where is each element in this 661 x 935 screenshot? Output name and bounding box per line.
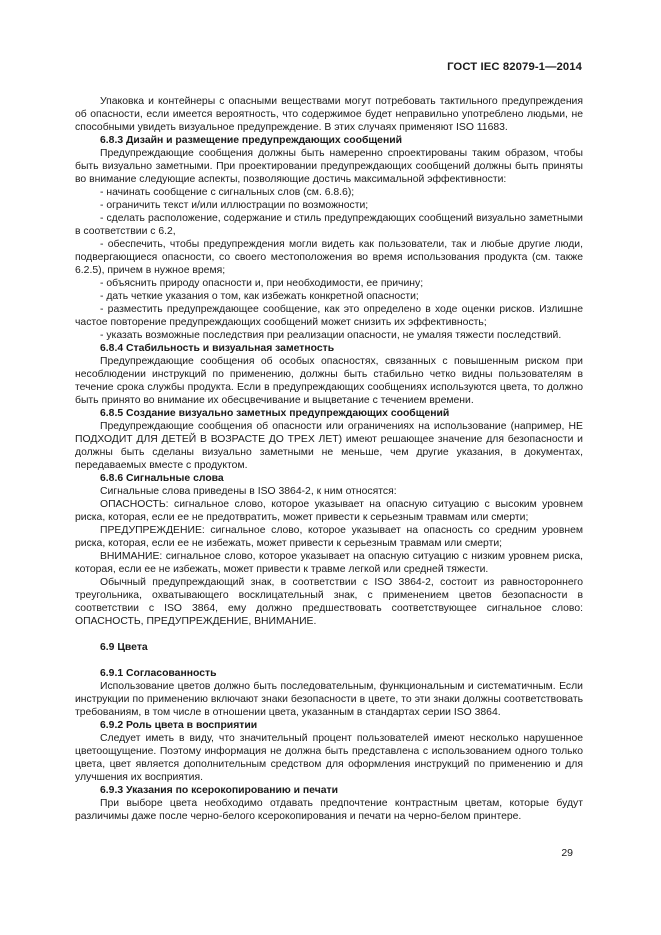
list-item: - объяснить природу опасности и, при необходимости, ее причину; — [100, 278, 424, 289]
paragraph-6-8-3: Предупреждающие сообщения должны быть намеренно спроектированы таким образом, чтобы быть визуально заметными. При проектировании предупреждающих сообщений должны быть приняты во внимание следующие аспекты, позволяющие достичь максимальной эффективности: — [75, 148, 583, 185]
heading-6-9: 6.9 Цвета — [100, 642, 148, 653]
paragraph-caution: ВНИМАНИЕ: сигнальное слово, которое указывает на опасную ситуацию с низким уровнем риска, которая, если ее не избежать, может привести к травме легкой или средней тяжести. — [75, 551, 583, 575]
paragraph-6-9-3: При выборе цвета необходимо отдавать предпочтение контрастным цветам, которые будут различимы даже после черно-белого ксерокопирования и печати на черно-белом принтере. — [75, 798, 583, 822]
paragraph-6-8-6-intro: Сигнальные слова приведены в ISO 3864-2, к ним относятся: — [100, 486, 397, 497]
heading-6-9-3: 6.9.3 Указания по ксерокопированию и печати — [100, 785, 338, 796]
heading-6-8-4: 6.8.4 Стабильность и визуальная заметность — [100, 343, 335, 354]
heading-6-8-5: 6.8.5 Создание визуально заметных предупреждающих сообщений — [100, 408, 450, 419]
list-item: - обеспечить, чтобы предупреждения могли видеть как пользователи, так и любые другие люди, подвергающиеся опасности, со своего местоположения во время использования продукта (см. также 6.2.5), причем в нужное время; — [75, 239, 583, 276]
page-number: 29 — [561, 847, 573, 859]
paragraph-warning-sign: Обычный предупреждающий знак, в соответствии с ISO 3864-2, состоит из равностороннего треугольника, охватывающего восклицательный знак, с применением цветов безопасности в соответствии с ISO 3864, ему должно предшествовать соответствующее сигнальное слово: ОПАСНОСТЬ, ПРЕДУПРЕЖДЕНИЕ, ВНИМАНИЕ. — [75, 577, 583, 627]
list-item: - сделать расположение, содержание и стиль предупреждающих сообщений визуально заметными в соответствии с 6.2, — [75, 213, 583, 237]
standard-header: ГОСТ IEC 82079-1—2014 — [447, 61, 582, 73]
paragraph-6-9-1: Использование цветов должно быть последовательным, функциональным и систематичным. Если инструкции по применению включают знаки безопасности в цвете, то эти знаки должны соответствовать требованиям, в том числе в отношении цвета, указанным в стандартах серии ISO 3864. — [75, 681, 583, 718]
heading-6-8-6: 6.8.6 Сигнальные слова — [100, 473, 224, 484]
heading-6-9-2: 6.9.2 Роль цвета в восприятии — [100, 720, 258, 731]
list-item: - начинать сообщение с сигнальных слов (см. 6.8.6); — [100, 187, 355, 198]
list-item: - указать возможные последствия при реализации опасности, не умаляя тяжести последствий. — [100, 330, 562, 341]
list-item: - дать четкие указания о том, как избежать конкретной опасности; — [100, 291, 419, 302]
heading-6-9-1: 6.9.1 Согласованность — [100, 668, 217, 679]
paragraph-6-8-4: Предупреждающие сообщения об особых опасностях, связанных с повышенным риском при несоблюдении инструкций по применению, должны быть стабильно четко видны пользователям в течение срока службы продукта. Если в предупреждающих сообщениях используются цвета, то должно быть принято во внимание их обесцвечивание и выцветание с течением времени. — [75, 356, 583, 406]
paragraph-6-8-5: Предупреждающие сообщения об опасности или ограничениях на использование (например, НЕ ПОДХОДИТ ДЛЯ ДЕТЕЙ В ВОЗРАСТЕ ДО ТРЕХ ЛЕТ) имеют решающее значение для безопасности и должны быть сделаны визуально заметными не меньше, чем другие указания, в документах, передаваемых вместе с продуктом. — [75, 421, 583, 471]
paragraph-warning: ПРЕДУПРЕЖДЕНИЕ: сигнальное слово, которое указывает на опасность со средним уровнем риска, которая, если ее не избежать, может привести к серьезным травмам или смерти; — [75, 525, 583, 549]
document-body — [75, 95, 583, 823]
list-item: - ограничить текст и/или иллюстрации по возможности; — [100, 200, 369, 211]
paragraph-danger: ОПАСНОСТЬ: сигнальное слово, которое указывает на опасную ситуацию с высоким уровнем риска, которая, если ее не предотвратить, может привести к серьезным травмам или смерти; — [75, 499, 583, 523]
section-gap — [75, 654, 583, 667]
section-gap — [75, 628, 583, 641]
list-item: - разместить предупреждающее сообщение, как это определено в ходе оценки рисков. Излишне частое повторение предупреждающих сообщений может снизить их эффективность; — [75, 304, 583, 328]
paragraph-packaging: Упаковка и контейнеры с опасными веществами могут потребовать тактильного предупреждения об опасности, если имеется вероятность, что содержимое будет неправильно употреблено людьми, не способными увидеть визуальное предупреждение. В этих случаях применяют ISO 11683. — [75, 96, 583, 133]
heading-6-8-3: 6.8.3 Дизайн и размещение предупреждающих сообщений — [100, 135, 403, 146]
paragraph-6-9-2: Следует иметь в виду, что значительный процент пользователей имеют несколько нарушенное цветоощущение. Поэтому информация не должна быть представлена с использованием одного только цвета, цвет является дополнительным средством для оформления инструкций по применению и для улучшения их восприятия. — [75, 733, 583, 783]
